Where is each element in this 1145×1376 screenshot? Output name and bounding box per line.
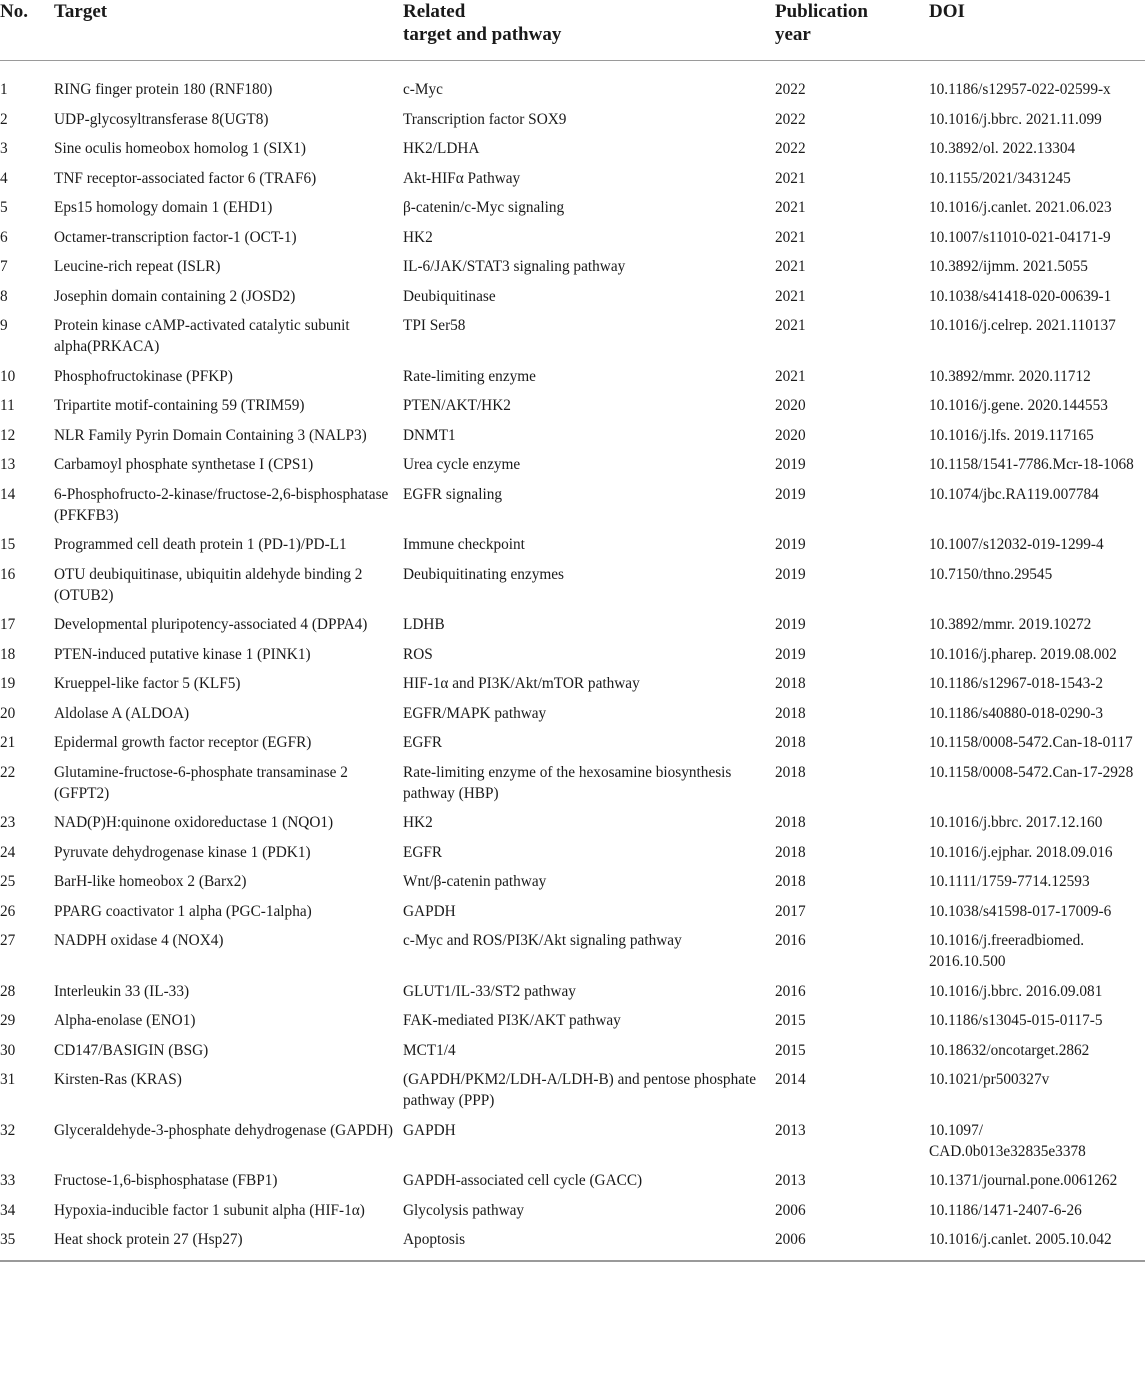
cell-doi: 10.1016/j.gene. 2020.144553 — [929, 397, 1108, 414]
cell-doi: 10.1016/j.ejphar. 2018.09.016 — [929, 843, 1113, 861]
cell-related: Apoptosis — [403, 1229, 775, 1261]
cell-related: DNMT1 — [403, 426, 456, 444]
cell-related: β-catenin/c-Myc signaling — [403, 199, 565, 216]
table-row — [0, 395, 1145, 425]
cell-year: 2019 — [775, 616, 806, 633]
cell-no: 19 — [0, 675, 16, 692]
cell-year: 2019 — [775, 565, 806, 583]
cell-related: Akt-HIFα Pathway — [403, 169, 521, 187]
cell-doi: 10.1016/j.lfs. 2019.117165 — [929, 426, 1094, 444]
cell-year: 2019 — [775, 485, 806, 503]
table-row — [0, 1010, 1145, 1040]
cell-no: 13 — [0, 456, 16, 473]
cell-target: Hypoxia-inducible factor 1 subunit alpha (HIF-1α) — [54, 1201, 365, 1219]
cell-doi: 10.1186/s40880-018-0290-3 — [929, 704, 1104, 722]
cell-related: Rate-limiting enzyme — [403, 367, 536, 385]
table-row — [0, 366, 1145, 396]
cell-no: 8 — [0, 287, 8, 305]
cell-year: 2019 — [775, 456, 806, 473]
cell-doi: 10.1155/2021/3431245 — [929, 169, 1071, 187]
table-row — [0, 197, 1145, 227]
cell-no: 5 — [0, 199, 8, 216]
cell-related: IL-6/JAK/STAT3 signaling pathway — [403, 258, 626, 275]
table-row — [0, 256, 1145, 286]
cell-related: ROS — [403, 645, 433, 663]
cell-year: 2018 — [775, 843, 806, 861]
table-row — [0, 703, 1145, 733]
cell-related: HK2/LDHA — [403, 140, 480, 157]
cell-doi: 10.1007/s12032-019-1299-4 — [929, 536, 1104, 553]
cell-year: 2013 — [775, 1121, 806, 1139]
header-year — [775, 0, 929, 61]
cell-target: Glyceraldehyde-3-phosphate dehydrogenase (GAPDH) — [54, 1121, 393, 1139]
table-row — [0, 1120, 1145, 1171]
table-row — [0, 454, 1145, 484]
cell-year: 2021 — [775, 258, 806, 275]
cell-no: 24 — [0, 843, 16, 861]
cell-target: Josephin domain containing 2 (JOSD2) — [54, 287, 296, 305]
cell-doi: 10.3892/ol. 2022.13304 — [929, 140, 1076, 157]
cell-year: 2018 — [775, 763, 806, 781]
cell-target: Krueppel-like factor 5 (KLF5) — [54, 675, 241, 692]
cell-related: Rate-limiting enzyme of the hexosamine biosynthesis pathway (HBP) — [403, 763, 732, 802]
cell-related: c-Myc — [403, 81, 443, 98]
cell-doi: 10.1158/1541-7786.Mcr-18-1068 — [929, 456, 1134, 473]
cell-no: 27 — [0, 932, 16, 949]
cell-related: MCT1/4 — [403, 1041, 456, 1059]
table-row — [0, 1170, 1145, 1200]
cell-target: Heat shock protein 27 (Hsp27) — [54, 1229, 403, 1261]
cell-year: 2006 — [775, 1201, 806, 1219]
cell-no: 2 — [0, 110, 8, 128]
cell-related: LDHB — [403, 616, 445, 633]
header-related — [403, 0, 775, 61]
cell-no: 17 — [0, 616, 16, 633]
cell-doi: 10.3892/mmr. 2020.11712 — [929, 367, 1091, 385]
table-row — [0, 644, 1145, 674]
cell-target: Carbamoyl phosphate synthetase I (CPS1) — [54, 456, 314, 473]
table-row — [0, 61, 1145, 109]
cell-year: 2020 — [775, 397, 806, 414]
cell-no: 6 — [0, 228, 8, 246]
cell-target: UDP-glycosyltransferase 8(UGT8) — [54, 110, 269, 128]
cell-year: 2014 — [775, 1071, 806, 1088]
table-row — [0, 227, 1145, 257]
cell-doi: 10.18632/oncotarget.2862 — [929, 1041, 1090, 1059]
cell-no: 29 — [0, 1012, 16, 1029]
table-row — [0, 1040, 1145, 1070]
table-row — [0, 484, 1145, 535]
cell-target: Eps15 homology domain 1 (EHD1) — [54, 199, 273, 216]
cell-target: RING finger protein 180 (RNF180) — [54, 81, 273, 98]
cell-doi: 10.1016/j.bbrc. 2016.09.081 — [929, 982, 1103, 1000]
table-header — [0, 0, 1145, 61]
cell-target: Alpha-enolase (ENO1) — [54, 1012, 196, 1029]
cell-doi: 10.1186/1471-2407-6-26 — [929, 1201, 1082, 1219]
cell-no: 1 — [0, 81, 8, 98]
cell-doi: 10.1038/s41418-020-00639-1 — [929, 287, 1112, 305]
cell-no: 25 — [0, 873, 16, 890]
cell-year: 2016 — [775, 932, 806, 949]
cell-no: 9 — [0, 317, 8, 334]
cell-related: EGFR signaling — [403, 485, 503, 503]
cell-year: 2021 — [775, 287, 806, 305]
cell-related: EGFR — [403, 843, 443, 861]
cell-doi: 10.1186/s12967-018-1543-2 — [929, 675, 1104, 692]
cell-related: Transcription factor SOX9 — [403, 110, 567, 128]
cell-no: 33 — [0, 1172, 16, 1189]
header-target: Target — [54, 0, 403, 61]
table-row — [0, 762, 1145, 813]
cell-no: 18 — [0, 645, 16, 663]
cell-year: 2022 — [775, 140, 806, 157]
cell-year: 2018 — [775, 704, 806, 722]
cell-doi: 10.1021/pr500327v — [929, 1071, 1050, 1088]
cell-year: 2018 — [775, 814, 806, 831]
cell-year: 2021 — [775, 367, 806, 385]
cell-doi: 10.1111/1759-7714.12593 — [929, 873, 1090, 890]
cell-no: 7 — [0, 258, 8, 275]
cell-doi: 10.1016/j.pharep. 2019.08.002 — [929, 645, 1117, 663]
table-row — [0, 981, 1145, 1011]
cell-doi: 10.1007/s11010-021-04171-9 — [929, 228, 1111, 246]
cell-target: 6-Phosphofructo-2-kinase/fructose-2,6-bisphosphatase (PFKFB3) — [54, 485, 389, 524]
table-row — [0, 901, 1145, 931]
table-row — [0, 871, 1145, 901]
table-row — [0, 315, 1145, 366]
cell-doi: 10.1016/j.freeradbiomed. 2016.10.500 — [929, 932, 1085, 970]
cell-target: Fructose-1,6-bisphosphatase (FBP1) — [54, 1172, 278, 1189]
cell-doi: 10.1158/0008-5472.Can-17-2928 — [929, 763, 1134, 781]
cell-doi: 10.1074/jbc.RA119.007784 — [929, 485, 1099, 503]
table-row — [0, 109, 1145, 139]
cell-doi: 10.3892/ijmm. 2021.5055 — [929, 258, 1088, 275]
cell-no: 10 — [0, 367, 16, 385]
cell-related: Wnt/β-catenin pathway — [403, 873, 547, 890]
cell-no: 31 — [0, 1071, 16, 1088]
header-year-line1: Publication — [775, 1, 868, 22]
cell-target: NLR Family Pyrin Domain Containing 3 (NALP3) — [54, 426, 367, 444]
cell-related: GAPDH — [403, 902, 456, 920]
cell-year: 2017 — [775, 902, 806, 920]
table-row — [0, 673, 1145, 703]
cell-doi: 10.1158/0008-5472.Can-18-0117 — [929, 734, 1133, 751]
cell-year: 2021 — [775, 228, 806, 246]
cell-related: c-Myc and ROS/PI3K/Akt signaling pathway — [403, 932, 682, 949]
cell-doi: 10.1016/j.canlet. 2005.10.042 — [929, 1229, 1145, 1261]
cell-no: 4 — [0, 169, 8, 187]
table-row — [0, 930, 1145, 981]
cell-doi: 10.1016/j.bbrc. 2021.11.099 — [929, 110, 1102, 128]
cell-related: EGFR — [403, 734, 443, 751]
cell-related: Deubiquitinating enzymes — [403, 565, 565, 583]
cell-related: TPI Ser58 — [403, 317, 466, 334]
cell-no: 22 — [0, 763, 16, 781]
table-row — [0, 286, 1145, 316]
cell-no: 14 — [0, 485, 16, 503]
cell-target: Leucine-rich repeat (ISLR) — [54, 258, 221, 275]
cell-year: 2022 — [775, 81, 806, 98]
cell-related: Glycolysis pathway — [403, 1201, 525, 1219]
cell-year: 2020 — [775, 426, 806, 444]
cell-year: 2015 — [775, 1012, 806, 1029]
cell-target: Interleukin 33 (IL-33) — [54, 982, 190, 1000]
cell-doi: 10.3892/mmr. 2019.10272 — [929, 616, 1092, 633]
cell-year: 2021 — [775, 199, 806, 216]
cell-no: 21 — [0, 734, 16, 751]
table-row — [0, 1200, 1145, 1230]
cell-year: 2022 — [775, 110, 806, 128]
cell-target: Tripartite motif-containing 59 (TRIM59) — [54, 397, 305, 414]
cell-year: 2019 — [775, 536, 806, 553]
table-row — [0, 842, 1145, 872]
cell-doi: 10.1016/j.bbrc. 2017.12.160 — [929, 814, 1103, 831]
cell-target: Protein kinase cAMP-activated catalytic subunit alpha(PRKACA) — [54, 317, 350, 355]
header-row — [0, 0, 1145, 61]
table-row — [0, 812, 1145, 842]
cell-doi: 10.1097/ CAD.0b013e32835e3378 — [929, 1121, 1086, 1160]
cell-target: Programmed cell death protein 1 (PD-1)/PD-L1 — [54, 536, 347, 553]
table-row — [0, 732, 1145, 762]
cell-target: Phosphofructokinase (PFKP) — [54, 367, 233, 385]
cell-no: 28 — [0, 982, 16, 1000]
header-related-line2: target and pathway — [403, 24, 562, 45]
cell-target: Developmental pluripotency-associated 4 (DPPA4) — [54, 616, 368, 633]
cell-year: 2021 — [775, 317, 806, 334]
cell-target: Sine oculis homeobox homolog 1 (SIX1) — [54, 140, 306, 157]
cell-doi: 10.1186/s12957-022-02599-x — [929, 81, 1111, 98]
cell-no: 16 — [0, 565, 16, 583]
cell-target: Kirsten-Ras (KRAS) — [54, 1071, 182, 1088]
table-row — [0, 425, 1145, 455]
cell-target: CD147/BASIGIN (BSG) — [54, 1041, 209, 1059]
cell-year: 2016 — [775, 982, 806, 1000]
cell-related: GLUT1/IL-33/ST2 pathway — [403, 982, 576, 1000]
header-doi: DOI — [929, 0, 1145, 61]
cell-year: 2018 — [775, 675, 806, 692]
cell-related: GAPDH-associated cell cycle (GACC) — [403, 1172, 643, 1189]
cell-no: 11 — [0, 397, 15, 414]
cell-year: 2018 — [775, 873, 806, 890]
cell-related: HIF-1α and PI3K/Akt/mTOR pathway — [403, 675, 640, 692]
table-row — [0, 1229, 1145, 1261]
cell-year: 2019 — [775, 645, 806, 663]
cell-related: GAPDH — [403, 1121, 456, 1139]
cell-doi: 10.1186/s13045-015-0117-5 — [929, 1012, 1103, 1029]
cell-year: 2013 — [775, 1172, 806, 1189]
cell-target: PTEN-induced putative kinase 1 (PINK1) — [54, 645, 311, 663]
cell-related: HK2 — [403, 228, 433, 246]
cell-year: 2018 — [775, 734, 806, 751]
cell-target: Aldolase A (ALDOA) — [54, 704, 190, 722]
table-row — [0, 168, 1145, 198]
table-row — [0, 564, 1145, 615]
header-year-line2: year — [775, 24, 811, 45]
header-related-line1: Related — [403, 1, 466, 22]
cell-no: 26 — [0, 902, 16, 920]
cell-no: 35 — [0, 1229, 54, 1261]
cell-target: Pyruvate dehydrogenase kinase 1 (PDK1) — [54, 843, 311, 861]
cell-no: 3 — [0, 140, 8, 157]
cell-no: 12 — [0, 426, 16, 444]
cell-no: 20 — [0, 704, 16, 722]
cell-no: 34 — [0, 1201, 16, 1219]
cell-no: 23 — [0, 814, 16, 831]
cell-target: NAD(P)H:quinone oxidoreductase 1 (NQO1) — [54, 814, 334, 831]
cell-related: Urea cycle enzyme — [403, 456, 521, 473]
cell-target: Octamer-transcription factor-1 (OCT-1) — [54, 228, 297, 246]
table-row — [0, 138, 1145, 168]
cell-target: Epidermal growth factor receptor (EGFR) — [54, 734, 312, 751]
cell-no: 15 — [0, 536, 16, 553]
cell-target: PPARG coactivator 1 alpha (PGC-1alpha) — [54, 902, 312, 920]
cell-doi: 10.1016/j.celrep. 2021.110137 — [929, 317, 1116, 334]
cell-related: Deubiquitinase — [403, 287, 496, 305]
cell-no: 30 — [0, 1041, 16, 1059]
cell-no: 32 — [0, 1121, 16, 1139]
cell-related: PTEN/AKT/HK2 — [403, 397, 511, 414]
cell-target: OTU deubiquitinase, ubiquitin aldehyde binding 2 (OTUB2) — [54, 565, 363, 604]
cell-related: FAK-mediated PI3K/AKT pathway — [403, 1012, 621, 1029]
table-row — [0, 614, 1145, 644]
cell-doi: 10.1016/j.canlet. 2021.06.023 — [929, 199, 1112, 216]
cell-target: NADPH oxidase 4 (NOX4) — [54, 932, 224, 949]
cell-year: 2006 — [775, 1229, 929, 1261]
cell-doi: 10.1038/s41598-017-17009-6 — [929, 902, 1112, 920]
cell-doi: 10.1371/journal.pone.0061262 — [929, 1172, 1118, 1189]
cell-year: 2015 — [775, 1041, 806, 1059]
cell-doi: 10.7150/thno.29545 — [929, 565, 1053, 583]
table-body — [0, 61, 1145, 1262]
table-row — [0, 1069, 1145, 1120]
cell-target: Glutamine-fructose-6-phosphate transaminase 2 (GFPT2) — [54, 763, 348, 802]
cell-year: 2021 — [775, 169, 806, 187]
cell-target: TNF receptor-associated factor 6 (TRAF6) — [54, 169, 317, 187]
table-row — [0, 534, 1145, 564]
cell-related: Immune checkpoint — [403, 536, 525, 553]
header-no: No. — [0, 0, 54, 61]
cell-related: EGFR/MAPK pathway — [403, 704, 547, 722]
cell-target: BarH-like homeobox 2 (Barx2) — [54, 873, 247, 890]
cell-related: (GAPDH/PKM2/LDH-A/LDH-B) and pentose phosphate pathway (PPP) — [403, 1071, 757, 1109]
cell-related: HK2 — [403, 814, 433, 831]
